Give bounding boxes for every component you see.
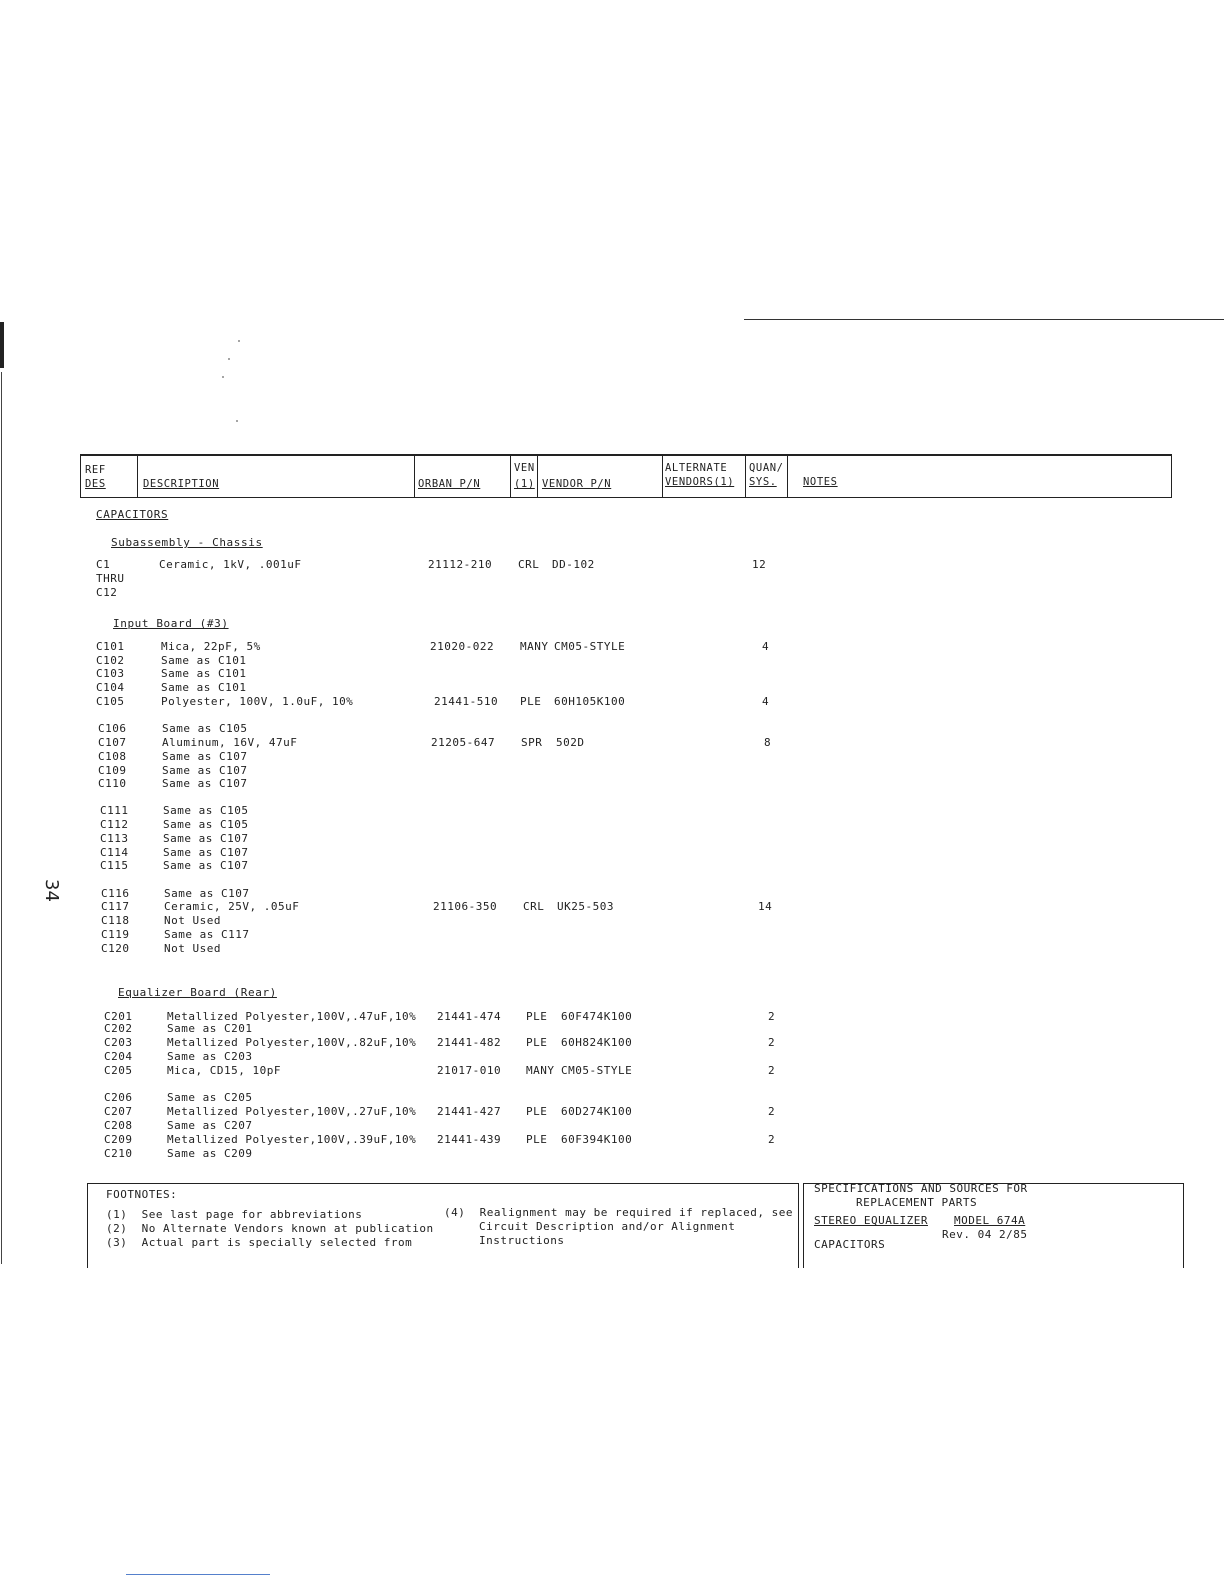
row-description: Not Used xyxy=(164,942,221,955)
header-vendors: VENDORS(1) xyxy=(665,476,735,488)
row-quantity: 4 xyxy=(762,640,770,653)
header-ref: REF xyxy=(85,464,106,476)
row-description: Mica, 22pF, 5% xyxy=(161,640,261,653)
page-edge-line xyxy=(1,372,2,1264)
row-ref-des: C120 xyxy=(101,942,130,955)
row-ref-des: C207 xyxy=(104,1105,133,1118)
footnote-2: (2) No Alternate Vendors known at publication xyxy=(106,1222,434,1235)
product-name: STEREO EQUALIZER xyxy=(814,1214,928,1227)
header-ven-note: (1) xyxy=(514,478,535,490)
row-vendor-pn: 60F474K100 xyxy=(561,1010,633,1023)
row-ref-des: C106 xyxy=(98,722,127,735)
row-ref-des: C1 xyxy=(96,558,111,571)
row-description: Same as C207 xyxy=(167,1119,253,1132)
row-ref-des: C202 xyxy=(104,1022,133,1035)
footnote-3: (3) Actual part is specially selected from xyxy=(106,1236,413,1249)
row-ref-des: C110 xyxy=(98,777,127,790)
row-ref-des: C115 xyxy=(100,859,129,872)
row-ref-des: THRU xyxy=(96,572,125,585)
row-vendor-pn: 60F394K100 xyxy=(561,1133,633,1146)
row-description: Aluminum, 16V, 47uF xyxy=(162,736,298,749)
row-vendor-pn: DD-102 xyxy=(552,558,595,571)
row-description: Same as C107 xyxy=(164,887,250,900)
row-orban-pn: 21106-350 xyxy=(433,900,498,913)
row-ref-des: C205 xyxy=(104,1064,133,1077)
row-ref-des: C119 xyxy=(101,928,130,941)
row-vendor-pn: 502D xyxy=(556,736,585,749)
row-ref-des: C105 xyxy=(96,695,125,708)
row-orban-pn: 21441-427 xyxy=(437,1105,502,1118)
row-orban-pn: 21441-439 xyxy=(437,1133,502,1146)
row-orban-pn: 21020-022 xyxy=(430,640,495,653)
bottom-rule xyxy=(126,1574,270,1575)
header-description: DESCRIPTION xyxy=(143,478,220,490)
header-sys: SYS. xyxy=(749,476,777,488)
row-description: Mica, CD15, 10pF xyxy=(167,1064,281,1077)
speck xyxy=(236,420,238,422)
top-rule xyxy=(744,319,1224,320)
row-orban-pn: 21017-010 xyxy=(437,1064,502,1077)
row-description: Same as C105 xyxy=(162,722,248,735)
row-ref-des: C204 xyxy=(104,1050,133,1063)
section-equalizer-board: Equalizer Board (Rear) xyxy=(118,986,277,999)
row-quantity: 4 xyxy=(762,695,770,708)
row-quantity: 14 xyxy=(758,900,773,913)
row-ref-des: C203 xyxy=(104,1036,133,1049)
header-alternate: ALTERNATE xyxy=(665,462,728,474)
title-category: CAPACITORS xyxy=(814,1238,886,1251)
row-description: Same as C107 xyxy=(162,750,248,763)
row-vendor-pn: 60H824K100 xyxy=(561,1036,633,1049)
row-vendor: PLE xyxy=(526,1036,548,1049)
row-description: Same as C107 xyxy=(162,764,248,777)
row-ref-des: C206 xyxy=(104,1091,133,1104)
row-orban-pn: 21205-647 xyxy=(431,736,496,749)
footnotes-box xyxy=(87,1183,799,1268)
row-description: Same as C205 xyxy=(167,1091,253,1104)
row-ref-des: C108 xyxy=(98,750,127,763)
row-description: Same as C107 xyxy=(163,859,249,872)
title-line-1: SPECIFICATIONS AND SOURCES FOR xyxy=(814,1182,1028,1195)
row-quantity: 2 xyxy=(768,1064,776,1077)
binding-mark xyxy=(0,322,4,368)
row-ref-des: C12 xyxy=(96,586,118,599)
row-ref-des: C112 xyxy=(100,818,129,831)
row-description: Same as C203 xyxy=(167,1050,253,1063)
row-description: Ceramic, 25V, .05uF xyxy=(164,900,300,913)
row-ref-des: C102 xyxy=(96,654,125,667)
row-ref-des: C210 xyxy=(104,1147,133,1160)
row-description: Ceramic, 1kV, .001uF xyxy=(159,558,302,571)
revision: Rev. 04 2/85 xyxy=(942,1228,1028,1241)
row-description: Same as C101 xyxy=(161,681,247,694)
row-vendor-pn: 60D274K100 xyxy=(561,1105,633,1118)
model-number: MODEL 674A xyxy=(954,1214,1026,1227)
row-vendor: SPR xyxy=(521,736,543,749)
footnote-1: (1) See last page for abbreviations xyxy=(106,1208,363,1221)
header-notes: NOTES xyxy=(803,476,838,488)
row-vendor: PLE xyxy=(526,1010,548,1023)
row-ref-des: C117 xyxy=(101,900,130,913)
row-ref-des: C101 xyxy=(96,640,125,653)
header-vendor-pn: VENDOR P/N xyxy=(542,478,612,490)
speck xyxy=(228,358,230,360)
page-number: 34 xyxy=(40,879,62,902)
row-vendor-pn: UK25-503 xyxy=(557,900,614,913)
row-vendor-pn: CM05-STYLE xyxy=(554,640,626,653)
section-chassis: Subassembly - Chassis xyxy=(111,536,263,549)
row-description: Same as C101 xyxy=(161,654,247,667)
row-ref-des: C116 xyxy=(101,887,130,900)
category-heading: CAPACITORS xyxy=(96,508,169,521)
row-vendor: MANY xyxy=(526,1064,555,1077)
footnote-4-line2: Circuit Description and/or Alignment xyxy=(479,1220,736,1233)
row-vendor: PLE xyxy=(520,695,542,708)
row-vendor: CRL xyxy=(518,558,540,571)
speck xyxy=(222,376,224,378)
row-description: Same as C107 xyxy=(162,777,248,790)
row-quantity: 2 xyxy=(768,1036,776,1049)
header-ven: VEN xyxy=(514,462,535,474)
header-des: DES xyxy=(85,478,106,490)
header-orban-pn: ORBAN P/N xyxy=(418,478,481,490)
row-ref-des: C208 xyxy=(104,1119,133,1132)
row-ref-des: C118 xyxy=(101,914,130,927)
row-vendor: CRL xyxy=(523,900,545,913)
row-orban-pn: 21441-510 xyxy=(434,695,499,708)
row-orban-pn: 21441-474 xyxy=(437,1010,502,1023)
row-vendor: PLE xyxy=(526,1133,548,1146)
row-vendor: PLE xyxy=(526,1105,548,1118)
row-description: Metallized Polyester,100V,.47uF,10% xyxy=(167,1010,417,1023)
row-description: Same as C209 xyxy=(167,1147,253,1160)
footnote-4: (4) Realignment may be required if replaced, see xyxy=(444,1206,794,1219)
row-ref-des: C103 xyxy=(96,667,125,680)
row-description: Metallized Polyester,100V,.39uF,10% xyxy=(167,1133,417,1146)
section-input-board: Input Board (#3) xyxy=(113,617,229,630)
row-description: Same as C107 xyxy=(163,832,249,845)
row-quantity: 2 xyxy=(768,1133,776,1146)
row-description: Not Used xyxy=(164,914,221,927)
row-quantity: 12 xyxy=(752,558,767,571)
row-description: Metallized Polyester,100V,.27uF,10% xyxy=(167,1105,417,1118)
row-ref-des: C111 xyxy=(100,804,129,817)
row-ref-des: C104 xyxy=(96,681,125,694)
row-ref-des: C113 xyxy=(100,832,129,845)
row-description: Same as C105 xyxy=(163,804,249,817)
row-vendor-pn: 60H105K100 xyxy=(554,695,626,708)
row-quantity: 2 xyxy=(768,1105,776,1118)
row-description: Metallized Polyester,100V,.82uF,10% xyxy=(167,1036,417,1049)
row-quantity: 2 xyxy=(768,1010,776,1023)
header-quan: QUAN/ xyxy=(749,462,784,474)
row-ref-des: C109 xyxy=(98,764,127,777)
footnotes-title: FOOTNOTES: xyxy=(106,1188,178,1201)
row-ref-des: C114 xyxy=(100,846,129,859)
speck xyxy=(238,340,240,342)
row-description: Same as C201 xyxy=(167,1022,253,1035)
row-description: Same as C105 xyxy=(163,818,249,831)
row-description: Same as C117 xyxy=(164,928,250,941)
row-orban-pn: 21112-210 xyxy=(428,558,493,571)
row-vendor-pn: CM05-STYLE xyxy=(561,1064,633,1077)
row-ref-des: C107 xyxy=(98,736,127,749)
row-vendor: MANY xyxy=(520,640,549,653)
row-description: Polyester, 100V, 1.0uF, 10% xyxy=(161,695,354,708)
row-quantity: 8 xyxy=(764,736,772,749)
footnote-4-line3: Instructions xyxy=(479,1234,565,1247)
title-line-2: REPLACEMENT PARTS xyxy=(856,1196,978,1209)
row-description: Same as C107 xyxy=(163,846,249,859)
row-description: Same as C101 xyxy=(161,667,247,680)
row-ref-des: C209 xyxy=(104,1133,133,1146)
column-header xyxy=(80,454,1172,498)
title-block xyxy=(803,1183,1184,1268)
row-orban-pn: 21441-482 xyxy=(437,1036,502,1049)
row-ref-des: C201 xyxy=(104,1010,133,1023)
